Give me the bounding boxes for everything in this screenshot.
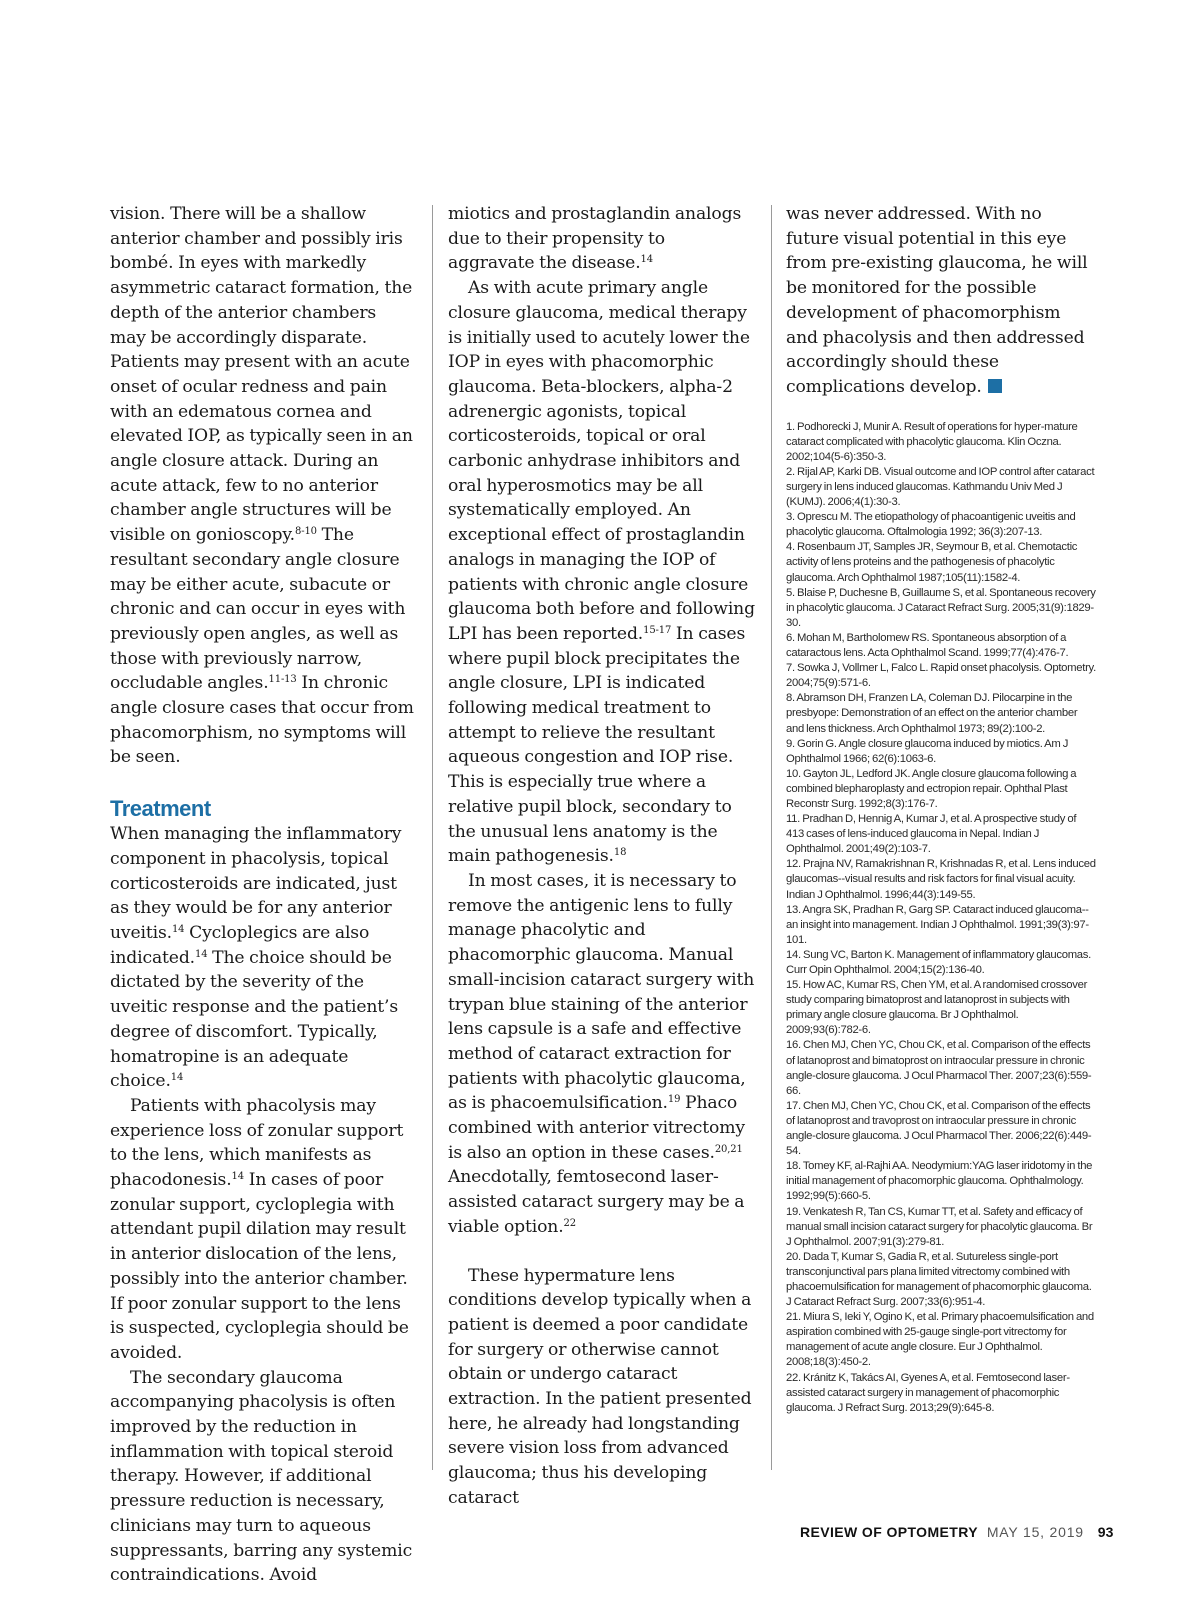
reference-item: 10. Gayton JL, Ledford JK. Angle closure glaucoma following a combined blepharoplasty and ectropion repair. Ophthal Plast Reconstr Surg. 1992;8(3):176-7. xyxy=(786,767,1077,810)
reference-item: 5. Blaise P, Duchesne B, Guillaume S, et al. Spontaneous recovery in phacolytic glaucoma. J Cataract Refract Surg. 2005;31(9):1829-30. xyxy=(786,586,1096,629)
article-column-2 xyxy=(448,202,755,1511)
body-paragraph: These hypermature lens conditions develop typically when a patient is deemed a poor candidate for surgery or otherwise cannot obtain or undergo cataract extraction. In the patient presented here, he already had longstanding severe vision loss from advanced glaucoma; thus his developing cataract xyxy=(448,1265,752,1508)
reference-item: 6. Mohan M, Bartholomew RS. Spontaneous absorption of a cataractous lens. Acta Ophthalmol Scand. 1999;77(4):476-7. xyxy=(786,631,1069,660)
body-paragraph: miotics and prostaglandin analogs due to their propensity to aggravate the disease.$^{14}$ xyxy=(448,204,742,274)
column-divider-1 xyxy=(432,205,433,1470)
magazine-name: REVIEW OF OPTOMETRY xyxy=(800,1524,978,1540)
reference-item: 22. Kránitz K, Takács AI, Gyenes A, et al. Femtosecond laser-assisted cataract surgery in management of phacomorphic glaucoma. J Refract Surg. 2013;29(9):645-8. xyxy=(786,1371,1070,1414)
body-paragraph: In most cases, it is necessary to remove the antigenic lens to fully manage phacolytic and phacomorphic glaucoma. Manual small-incision cataract surgery with trypan blue staining of the anterior lens capsule is a safe and effective method of cataract extraction for patients with phacolytic glaucoma, as is phacoemulsification.$^{19}$ Phaco combined with anterior vitrectomy is also an option in these cases.$^{20,21}$ Anecdotally, femtosecond laser-assisted cataract surgery may be a viable option.$^{22}$ xyxy=(448,870,755,1237)
reference-item: 21. Miura S, Ieki Y, Ogino K, et al. Primary phacoemulsification and aspiration combined with 25-gauge single-port vitrectomy for management of acute angle closure. Eur J Ophthalmol. 2008;18(3):450-2. xyxy=(786,1311,1094,1369)
reference-item: 15. How AC, Kumar RS, Chen YM, et al. A randomised crossover study comparing bimatoprost and latanoprost in subjects with primary angle closure glaucoma. Br J Ophthalmol. 2009;93(6):782-6. xyxy=(786,979,1088,1037)
reference-item: 1. Podhorecki J, Munir A. Result of operations for hyper-mature cataract complicated with phacolytic glaucoma. Klin Oczna. 2002;104(5-6):350-3. xyxy=(786,420,1078,463)
reference-item: 7. Sowka J, Vollmer L, Falco L. Rapid onset phacolysis. Optometry. 2004;75(9):571-6. xyxy=(786,662,1096,690)
reference-item: 20. Dada T, Kumar S, Gadia R, et al. Sutureless single-port transconjunctival pars plana limited vitrectomy combined with phacoemulsification for management of phacomorphic glaucoma. J Cataract Refract Surg. 2007;33(6):951-4. xyxy=(786,1250,1092,1309)
article-column-1 xyxy=(110,202,415,1588)
issue-date: MAY 15, 2019 xyxy=(986,1524,1084,1540)
reference-item: 9. Gorin G. Angle closure glaucoma induced by miotics. Am J Ophthalmol 1966; 62(6):1063-6. xyxy=(786,737,1069,765)
end-of-article-square-icon xyxy=(988,379,1002,393)
reference-item: 16. Chen MJ, Chen YC, Chou CK, et al. Comparison of the effects of latanoprost and bimatoprost on intraocular pressure in chronic angle-closure glaucoma. J Ocul Pharmacol Ther. 2007;23(6):559-66. xyxy=(786,1039,1092,1097)
reference-item: 14. Sung VC, Barton K. Management of inflammatory glaucomas. Curr Opin Ophthalmol. 2004;15(2):136-40. xyxy=(786,948,1091,976)
reference-item: 4. Rosenbaum JT, Samples JR, Seymour B, et al. Chemotactic activity of lens proteins and the pathogenesis of phacolytic glaucoma. Arch Ophthalmol 1987;105(11):1582-4. xyxy=(786,541,1078,584)
reference-item: 2. Rijal AP, Karki DB. Visual outcome and IOP control after cataract surgery in lens induced glaucomas. Kathmandu Univ Med J (KUMJ). 2006;4(1):30-3. xyxy=(786,465,1095,509)
section-heading-treatment: Treatment xyxy=(110,796,211,822)
reference-item: 17. Chen MJ, Chen YC, Chou CK, et al. Comparison of the effects of latanoprost and travoprost on intraocular pressure in chronic angle-closure glaucoma. J Ocul Pharmacol Ther. 2006;22(6):449-54. xyxy=(786,1099,1092,1158)
reference-item: 11. Pradhan D, Hennig A, Kumar J, et al. A prospective study of 413 cases of lens-induced glaucoma in Nepal. Indian J Ophthalmol. 2001;49(2):103-7. xyxy=(786,813,1077,856)
article-column-3 xyxy=(786,202,1096,1416)
page-number: 93 xyxy=(1097,1524,1114,1540)
body-paragraph: was never addressed. With no future visual potential in this eye from pre-existing glaucoma, he will be monitored for the possible development of phacomorphism and phacolysis and then addressed accordingly should these complications develop. xyxy=(786,204,1088,397)
reference-item: 8. Abramson DH, Franzen LA, Coleman DJ. Pilocarpine in the presbyope: Demonstration of an effect on the anterior chamber and lens thickness. Arch Ophthalmol 1973; 89(2):100-2. xyxy=(786,692,1078,735)
page-footer xyxy=(800,1524,1114,1540)
reference-item: 3. Oprescu M. The etiopathology of phacoantigenic uveitis and phacolytic glaucoma. Oftalmologia 1992; 36(3):207-13. xyxy=(786,511,1076,539)
body-paragraph: The secondary glaucoma accompanying phacolysis is often improved by the reduction in inflammation with topical steroid therapy. However, if additional pressure reduction is necessary, clinicians may turn to aqueous suppressants, barring any systemic contraindications. Avoid xyxy=(110,1367,413,1586)
reference-list xyxy=(786,420,1096,1416)
reference-item: 19. Venkatesh R, Tan CS, Kumar TT, et al. Safety and efficacy of manual small incision cataract surgery for phacolytic glaucoma. Br J Ophthalmol. 2007;91(3):279-81. xyxy=(786,1205,1093,1248)
reference-item: 13. Angra SK, Pradhan R, Garg SP. Cataract induced glaucoma--an insight into management. Indian J Ophthalmol. 1991;39(3):97-101. xyxy=(786,903,1089,946)
column-divider-2 xyxy=(771,205,772,1470)
reference-item: 12. Prajna NV, Ramakrishnan R, Krishnadas R, et al. Lens induced glaucomas--visual results and risk factors for final visual acuity. Indian J Ophthalmol. 1996;44(3):149-55. xyxy=(786,858,1096,901)
body-paragraph: vision. There will be a shallow anterior chamber and possibly iris bombé. In eyes with markedly asymmetric cataract formation, the depth of the anterior chambers may be accordingly disparate. Patients may present with an acute onset of ocular redness and pain with an edematous cornea and elevated IOP, as typically seen in an angle closure attack. During an acute attack, few to no anterior chamber angle structures will be visible on gonioscopy.$^{8-10}$ The resultant secondary angle closure may be either acute, subacute or chronic and can occur in eyes with previously open angles, as well as those with previously narrow, occludable angles.$^{11-13}$ In chronic angle closure cases that occur from phacomorphism, no symptoms will be seen. xyxy=(110,204,414,768)
body-paragraph: When managing the inflammatory component in phacolysis, topical corticosteroids are indicated, just as they would be for any anterior uveitis.$^{14}$ Cycloplegics are also indicated.$^{14}$ The choice should be dictated by the severity of the uveitic response and the patient’s degree of discomfort. Typically, homatropine is an adequate choice.$^{14}$ xyxy=(110,824,402,1092)
body-paragraph: Patients with phacolysis may experience loss of zonular support to the lens, which manifests as phacodonesis.$^{14}$ In cases of poor zonular support, cycloplegia with attendant pupil dilation may result in anterior dislocation of the lens, possibly into the anterior chamber. If poor zonular support to the lens is suspected, cycloplegia should be avoided. xyxy=(110,1095,409,1363)
body-paragraph: As with acute primary angle closure glaucoma, medical therapy is initially used to acutely lower the IOP in eyes with phacomorphic glaucoma. Beta-blockers, alpha-2 adrenergic agonists, topical corticosteroids, topical or oral carbonic anhydrase inhibitors and oral hyperosmotics may be all systematically employed. An exceptional effect of prostaglandin analogs in managing the IOP of patients with chronic angle closure glaucoma both before and following LPI has been reported.$^{15-17}$ In cases where pupil block precipitates the angle closure, LPI is indicated following medical treatment to attempt to relieve the resultant aqueous congestion and IOP rise. This is especially true where a relative pupil block, secondary to the unusual lens anatomy is the main pathogenesis.$^{18}$ xyxy=(448,278,755,867)
reference-item: 18. Tomey KF, al-Rajhi AA. Neodymium:YAG laser iridotomy in the initial management of phacomorphic glaucoma. Ophthalmology. 1992;99(5):660-5. xyxy=(786,1160,1093,1203)
